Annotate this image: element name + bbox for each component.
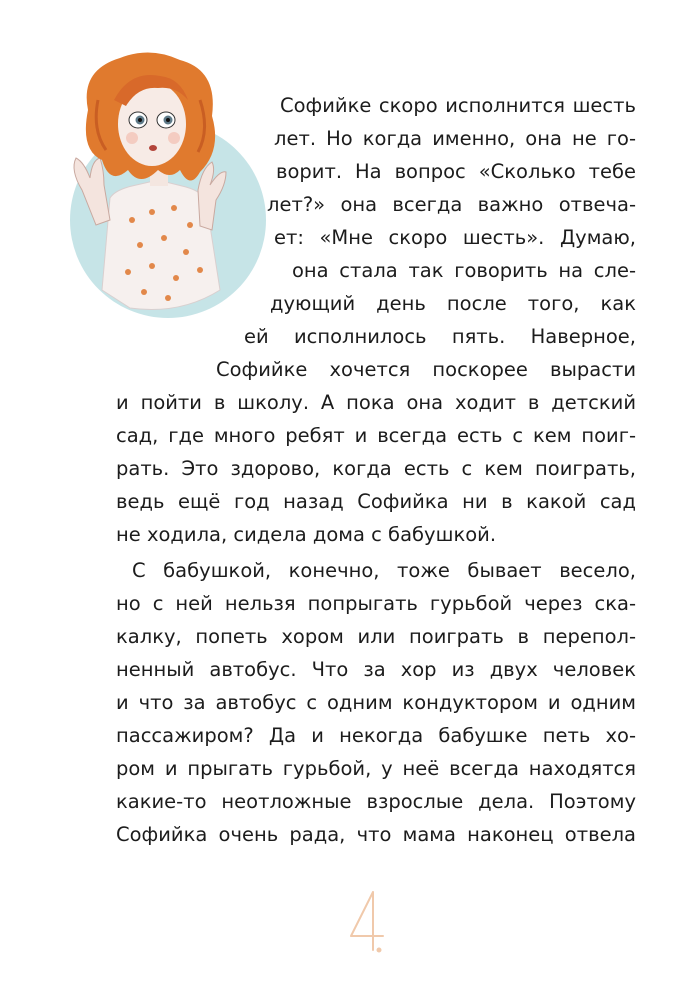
text-line: она стала так говорить на сле- [292,259,636,282]
text-line: ет: «Мне скоро шесть». Думаю, [274,226,636,249]
text-line: калку, попеть хором или поиграть в перепол- [116,625,636,648]
text-line: С бабушкой, конечно, тоже бывает весело, [132,559,636,582]
text-line: Софийка очень рада, что мама наконец отвела [116,823,636,846]
text-line: и пойти в школу. А пока она ходит в детский [116,391,636,414]
text-line: дующий день после того, как [270,292,636,315]
text-line: лет?» она всегда важно отвеча- [267,193,636,216]
text-line: лет. Но когда именно, она не го- [274,127,636,150]
text-line: не ходила, сидела дома с бабушкой. [116,523,497,546]
text-line: ворит. На вопрос «Сколько тебе [276,160,636,183]
text-line: ведь ещё год назад Софийка ни в какой сад [116,490,636,513]
text-line: сад, где много ребят и всегда есть с кем поиг- [116,424,636,447]
text-line: ненный автобус. Что за хор из двух человек [116,658,636,681]
text-line: ром и прыгать гурьбой, у неё всегда находятся [116,757,636,780]
page-number [347,888,387,958]
text-line: ей исполнилось пять. Наверное, [244,325,636,348]
text-line: и что за автобус с одним кондуктором и одним [116,691,636,714]
text-line: какие-то неотложные взрослые дела. Поэтому [116,790,636,813]
text-line: Софийке хочется поскорее вырасти [216,358,636,381]
text-line: но с ней нельзя попрыгать гурьбой через ска- [116,592,636,615]
text-line: пассажиром? Да и некогда бабушке петь хо- [116,724,636,747]
girl-illustration [40,40,270,340]
text-line: рать. Это здорово, когда есть с кем поиграть, [116,457,636,480]
mouth [149,145,157,151]
text-line: Софийке скоро исполнится шесть [280,94,636,117]
